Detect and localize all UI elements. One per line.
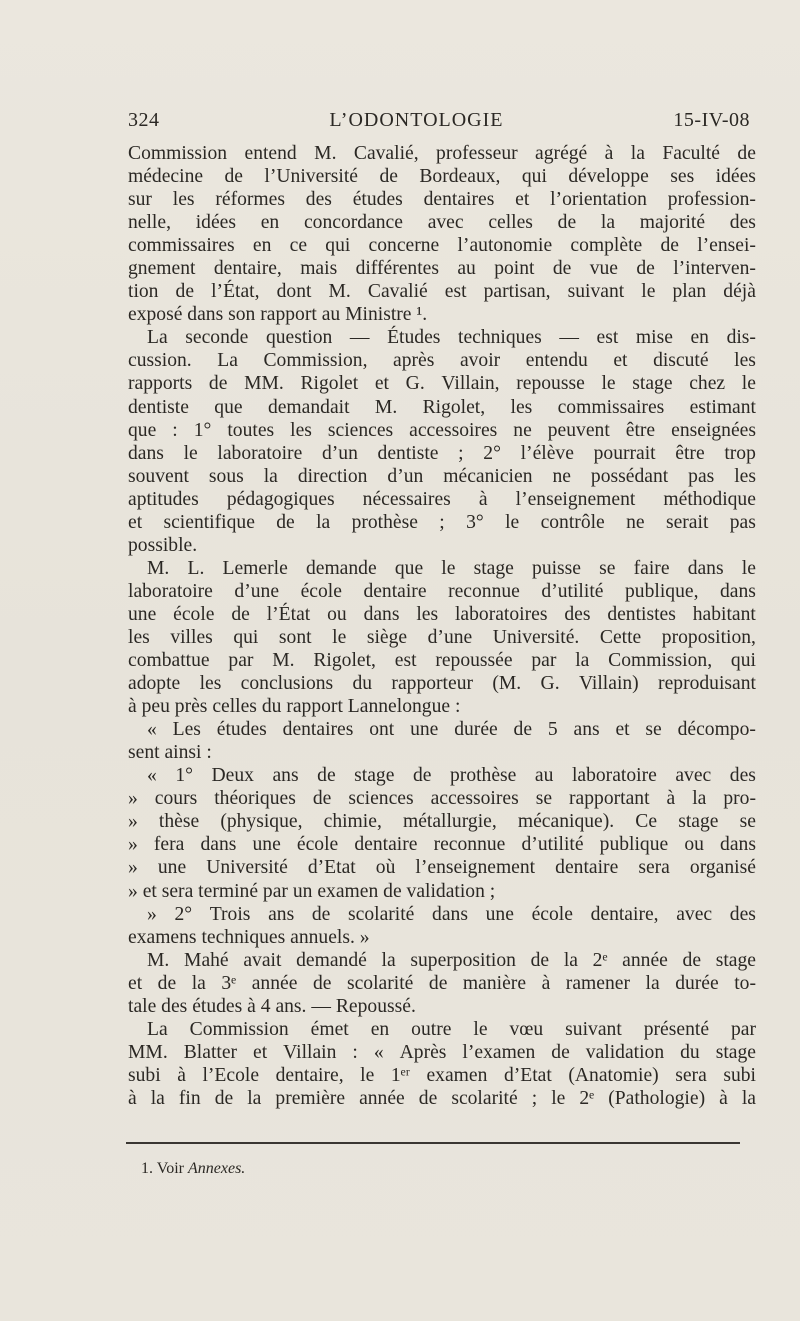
text-line: sent ainsi : [128,742,212,764]
footnote-text: Annexes. [187,1160,246,1177]
text-line: tale des études à 4 ans. — Repoussé. [128,995,416,1017]
text-line: et de la 3ᵉ année de scolarité de manière à ramener la durée to- [128,972,756,994]
text-line: à la fin de la première année de scolarité ; le 2ᵉ (Pathologie) à la [128,1087,756,1109]
text-line: M. Mahé avait demandé la superposition de la 2ᵉ année de stage [147,949,756,971]
text-line: subi à l’Ecole dentaire, le 1ᵉʳ examen d’Etat (Anatomie) sera subi [128,1064,756,1086]
text-line: » cours théoriques de sciences accessoires se rapportant à la pro- [128,788,756,810]
issue-date: 15-IV-08 [673,109,750,131]
text-line: possible. [128,534,198,556]
text-line: médecine de l’Université de Bordeaux, qui développe ses idées [128,166,756,188]
text-line: exposé dans son rapport au Ministre ¹. [128,304,428,326]
text-line: rapports de MM. Rigolet et G. Villain, repousse le stage chez le [128,373,756,395]
text-line: Commission entend M. Cavalié, professeur agrégé à la Faculté de [128,143,756,164]
text-line: dans le laboratoire d’un dentiste ; 2° l’élève pourrait être trop [128,442,756,464]
text-line: La Commission émet en outre le vœu suivant présenté par [147,1018,756,1040]
text-line: » une Université d’Etat où l’enseignement dentaire sera organisé [128,857,756,879]
text-line: gnement dentaire, mais différentes au point de vue de l’interven- [128,258,756,280]
text-line: que : 1° toutes les sciences accessoires ne peuvent être enseignées [128,419,756,441]
text-line: » 2° Trois ans de scolarité dans une école dentaire, avec des [147,903,756,925]
footnote-divider [126,1142,740,1144]
text-line: La seconde question — Études techniques — est mise en dis- [147,327,756,349]
footnote [141,1160,245,1178]
text-line: les villes qui sont le siège d’une Université. Cette proposition, [128,626,756,648]
text-line: souvent sous la direction d’un mécanicien ne possédant pas les [128,465,756,487]
text-line: aptitudes pédagogiques nécessaires à l’enseignement méthodique [128,488,756,510]
text-line: laboratoire d’une école dentaire reconnue d’utilité publique, dans [128,580,756,602]
journal-title: L’ODONTOLOGIE [329,109,504,131]
text-line: adopte les conclusions du rapporteur (M. G. Villain) reproduisant [128,673,756,695]
text-line: » et sera terminé par un examen de validation ; [128,880,496,902]
text-line: « Les études dentaires ont une durée de 5 ans et se décompo- [147,719,756,741]
text-line: tion de l’État, dont M. Cavalié est partisan, suivant le plan déjà [128,281,756,303]
running-header [128,109,750,132]
text-line: combattue par M. Rigolet, est repoussée par la Commission, qui [128,650,756,672]
text-line: sur les réformes des études dentaires et l’orientation profession- [128,189,756,211]
text-line: examens techniques annuels. » [128,926,370,948]
text-line: une école de l’État ou dans les laboratoires des dentistes habitant [128,603,756,625]
text-line: dentiste que demandait M. Rigolet, les commissaires estimant [128,396,756,418]
text-line: « 1° Deux ans de stage de prothèse au laboratoire avec des [147,765,756,787]
text-line: M. L. Lemerle demande que le stage puisse se faire dans le [147,557,756,579]
footnote-number: 1. Voir [141,1160,184,1177]
text-line: commissaires en ce qui concerne l’autonomie complète de l’ensei- [128,235,756,257]
text-line: cussion. La Commission, après avoir entendu et discuté les [128,350,756,372]
text-line: nelle, idées en concordance avec celles de la majorité des [128,212,756,234]
page-number: 324 [128,109,160,131]
text-line: » fera dans une école dentaire reconnue d’utilité publique ou dans [128,834,756,856]
text-line: et scientifique de la prothèse ; 3° le contrôle ne serait pas [128,511,756,533]
text-line: » thèse (physique, chimie, métallurgie, mécanique). Ce stage se [128,811,756,833]
body-text [128,142,756,1110]
text-line: MM. Blatter et Villain : « Après l’examen de validation du stage [128,1041,756,1063]
text-line: à peu près celles du rapport Lannelongue : [128,696,461,718]
